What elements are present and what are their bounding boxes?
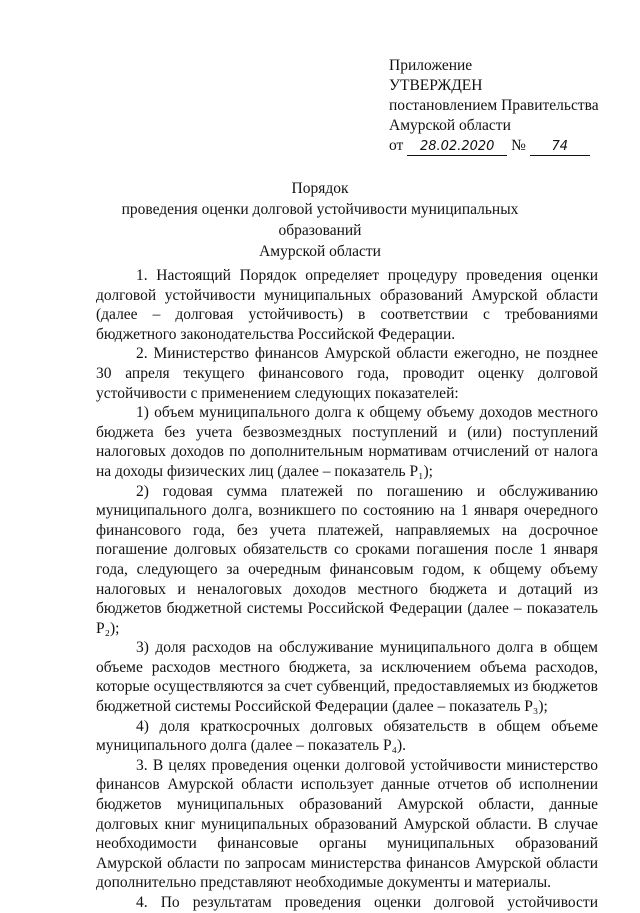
document-title <box>80 178 560 262</box>
paragraph-indicator-3: 3) доля расходов на обслуживание муниципального долга в общем объеме расходов местного бюджета, за исключением объема расходов, которые осуществляются за счет субвенций, предоставляемых из бюджетов бюджетной системы Российской Федерации (далее – показатель P₃); <box>96 639 598 716</box>
approved-label: УТВЕРЖДЕН <box>389 77 483 94</box>
number-prefix: № <box>511 137 526 154</box>
region-label: Амурской области <box>389 117 511 134</box>
date-prefix: от <box>389 137 404 154</box>
date-number-line <box>389 136 599 156</box>
handwritten-number: 74 <box>530 139 590 156</box>
paragraph-indicator-2: 2) годовая сумма платежей по погашению и обслуживанию муниципального долга, возникшего по состоянию на 1 января очередного финансового года, без учета платежей, направляемых на досрочное погашение долговых обязательств со сроками погашения после 1 января года, следующего за очередным финансовым годом, к общему объему налоговых и неналоговых доходов местного бюджета и дотаций из бюджетов бюджетной системы Российской Федерации (далее – показатель P₂); <box>96 482 598 637</box>
document-body <box>96 266 598 913</box>
title-line-2: проведения оценки долговой устойчивости муниципальных образований <box>121 201 519 239</box>
resolution-label: постановлением Правительства <box>389 97 599 114</box>
handwritten-date: 28.02.2020 <box>407 139 507 156</box>
paragraph-indicator-1: 1) объем муниципального долга к общему объему доходов местного бюджета без учета безвозмездных поступлений и (или) поступлений налоговых доходов по дополнительным нормативам отчислений от налога на доходы физических лиц (далее – показатель P₁); <box>96 404 598 480</box>
paragraph-3: 3. В целях проведения оценки долговой устойчивости министерство финансов Амурской области использует данные отчетов об исполнении бюджетов муниципальных образований Амурской области, данные долговых книг муниципальных образований Амурской области. В случае необходимости финансовые органы муниципальных образований Амурской области по запросам министерства финансов Амурской области дополнительно представляют необходимые документы и материалы. <box>96 756 598 892</box>
paragraph-4: 4. По результатам проведения оценки долговой устойчивости <box>136 894 598 911</box>
paragraph-2: 2. Министерство финансов Амурской области ежегодно, не позднее 30 апреля текущего финансового года, проводит оценку долговой устойчивости с применением следующих показателей: <box>96 345 598 402</box>
paragraph-1: 1. Настоящий Порядок определяет процедуру проведения оценки долговой устойчивости муниципальных образований Амурской области (далее – долговая устойчивость) в соответствии с требованиями бюджетного законодательства Российской Федерации. <box>96 267 598 343</box>
title-line-1: Порядок <box>291 180 349 197</box>
paragraph-indicator-4: 4) доля краткосрочных долговых обязательств в общем объеме муниципального долга (далее – показатель P₄). <box>96 717 598 755</box>
title-line-3: Амурской области <box>259 243 381 260</box>
appendix-label: Приложение <box>389 57 473 74</box>
approval-stamp-block <box>389 56 599 156</box>
